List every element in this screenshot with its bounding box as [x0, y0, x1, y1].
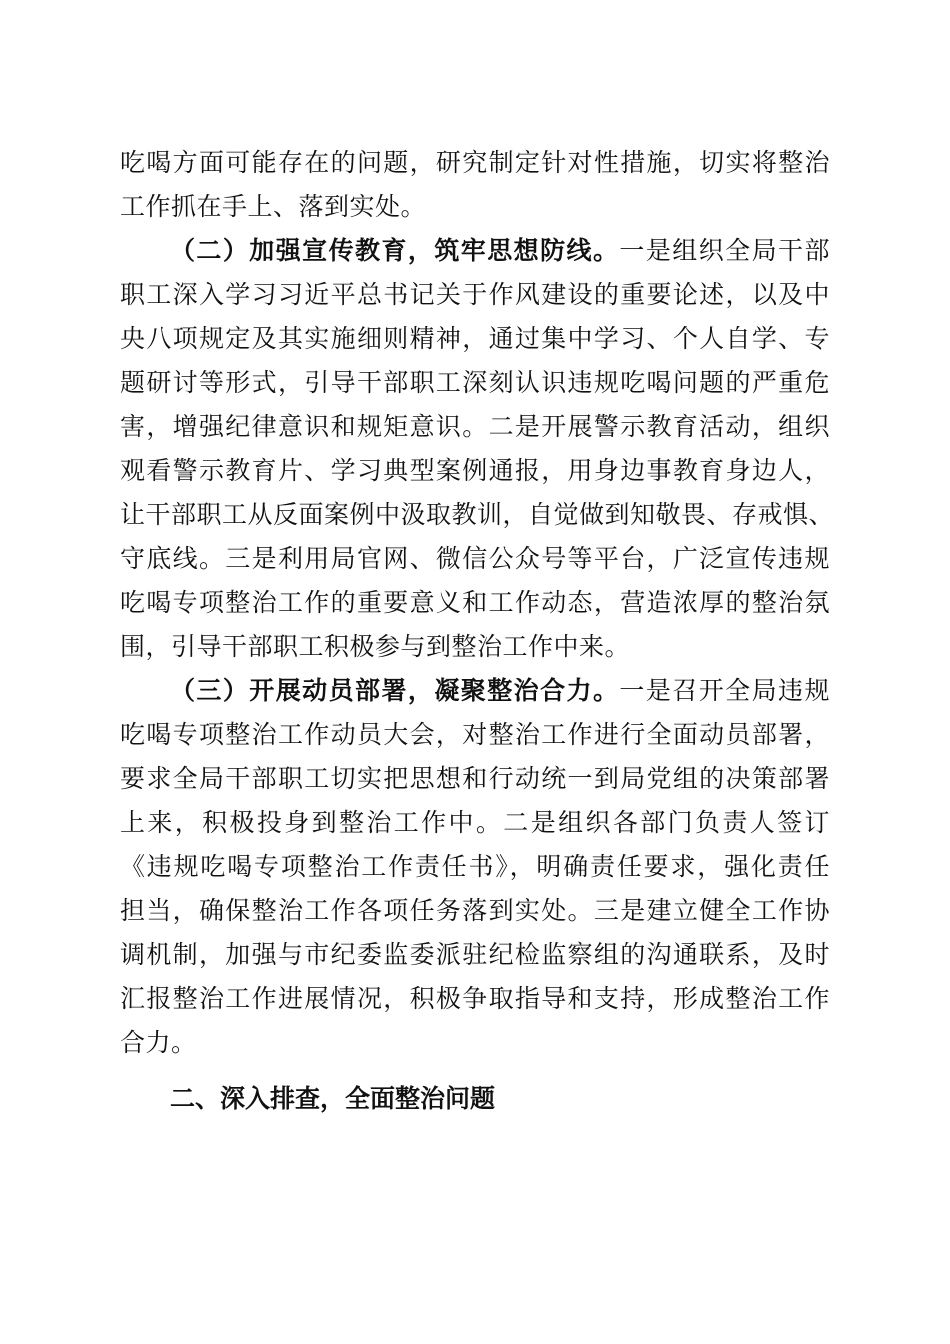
paragraph-line: 央八项规定及其实施细则精神，通过集中学习、个人自学、专 [120, 324, 830, 353]
paragraph-first-line [120, 229, 830, 273]
paragraph-line: 吃喝专项整治工作的重要意义和工作动态，营造浓厚的整治氛 [120, 588, 830, 617]
paragraph-line: 守底线。三是利用局官网、微信公众号等平台，广泛宣传违规 [120, 544, 830, 573]
paragraph-line: 观看警示教育片、学习典型案例通报，用身边事教育身边人， [120, 456, 830, 485]
paragraph-line: 上来，积极投身到整治工作中。二是组织各部门负责人签订 [120, 808, 830, 837]
paragraph-line: 题研讨等形式，引导干部职工深刻认识违规吃喝问题的严重危 [120, 368, 830, 397]
section-heading: 二、深入排查，全面整治问题 [170, 1084, 496, 1113]
section-3-title: （三）开展动员部署，凝聚整治合力。 [170, 676, 620, 705]
continued-paragraph [120, 141, 830, 229]
paragraph-line-text: 一是组织全局干部 [619, 236, 830, 265]
paragraph-line: 汇报整治工作进展情况，积极争取指导和支持，形成整治工作 [120, 984, 830, 1013]
document-page [120, 141, 835, 1121]
paragraph-first-line [120, 669, 830, 713]
paragraph-line: 工作抓在手上、落到实处。 [120, 192, 427, 221]
paragraph-line-text: 一是召开全局违规 [619, 676, 830, 705]
paragraph-line: 调机制，加强与市纪委监委派驻纪检监察组的沟通联系，及时 [120, 940, 830, 969]
paragraph-line: 合力。 [120, 1028, 197, 1057]
paragraph-line: 围，引导干部职工积极参与到整治工作中来。 [120, 632, 631, 661]
paragraph-line: 吃喝专项整治工作动员大会，对整治工作进行全面动员部署， [120, 720, 830, 749]
paragraph-line: 害，增强纪律意识和规矩意识。二是开展警示教育活动，组织 [120, 412, 830, 441]
section-2-paragraph [120, 229, 835, 669]
section-2-title: （二）加强宣传教育，筑牢思想防线。 [170, 236, 620, 265]
paragraph-line: 担当，确保整治工作各项任务落到实处。三是建立健全工作协 [120, 896, 830, 925]
paragraph-line: 吃喝方面可能存在的问题，研究制定针对性措施，切实将整治 [120, 148, 830, 177]
paragraph-line: 要求全局干部职工切实把思想和行动统一到局党组的决策部署 [120, 764, 830, 793]
section-3-paragraph [120, 669, 830, 1065]
paragraph-line: 《违规吃喝专项整治工作责任书》，明确责任要求，强化责任 [120, 852, 830, 881]
paragraph-line: 让干部职工从反面案例中汲取教训，自觉做到知敬畏、存戒惧、 [120, 500, 835, 529]
paragraph-line: 职工深入学习习近平总书记关于作风建设的重要论述，以及中 [120, 280, 830, 309]
